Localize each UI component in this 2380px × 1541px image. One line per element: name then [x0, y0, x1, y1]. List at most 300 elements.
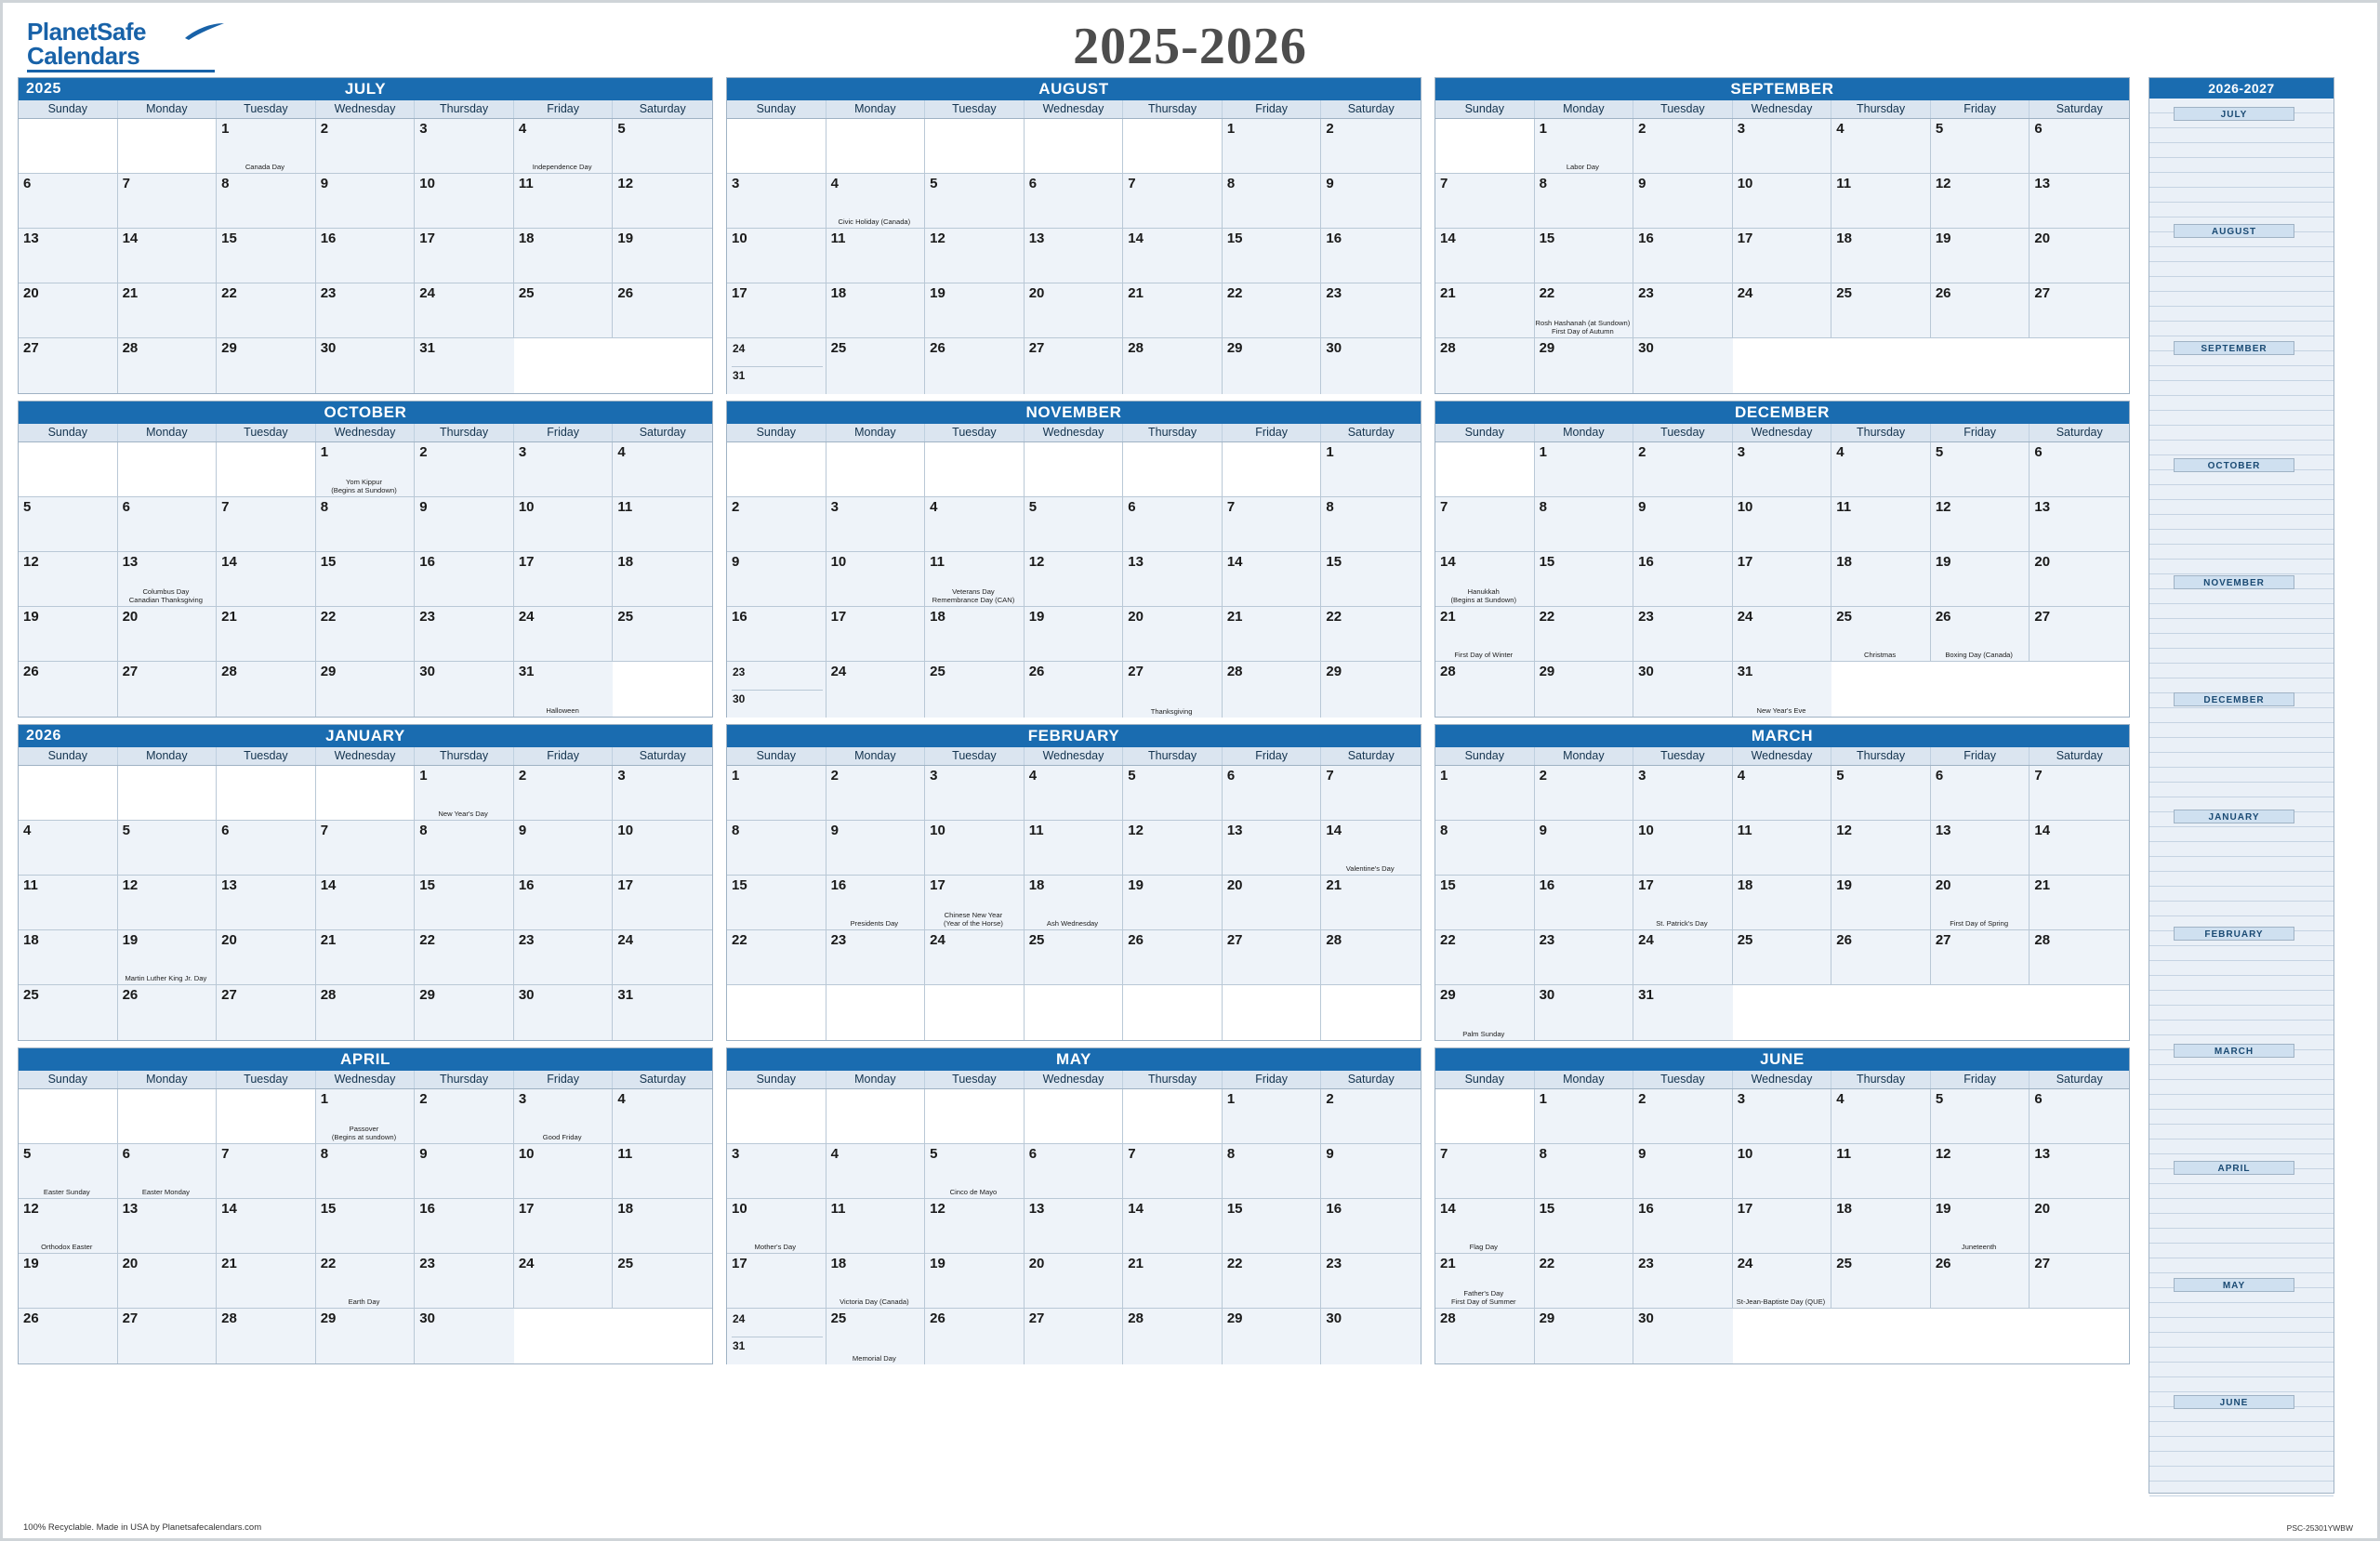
day-cell[interactable] [217, 876, 316, 929]
day-cell[interactable] [514, 229, 614, 283]
day-cell[interactable] [826, 338, 926, 394]
day-cell[interactable] [1535, 930, 1634, 984]
day-cell[interactable] [316, 662, 416, 717]
day-subcell[interactable] [732, 340, 823, 367]
day-cell[interactable] [1435, 229, 1535, 283]
day-cell[interactable] [118, 821, 218, 875]
day-cell[interactable] [1123, 338, 1223, 394]
day-cell[interactable] [613, 1199, 712, 1253]
day-cell[interactable] [1025, 174, 1124, 228]
day-cell[interactable] [1223, 821, 1322, 875]
day-cell[interactable] [118, 229, 218, 283]
side-month-january[interactable]: JANUARY [2174, 810, 2294, 823]
day-cell[interactable] [415, 229, 514, 283]
day-cell[interactable] [1831, 1254, 1931, 1308]
day-cell[interactable] [1223, 283, 1322, 337]
day-cell[interactable] [415, 1199, 514, 1253]
day-cell[interactable] [1633, 985, 1733, 1040]
day-cell[interactable] [415, 174, 514, 228]
day-cell[interactable] [925, 552, 1025, 606]
day-cell[interactable] [1535, 1089, 1634, 1143]
day-cell[interactable] [415, 821, 514, 875]
day-cell[interactable] [19, 1254, 118, 1308]
day-cell[interactable] [1633, 1199, 1733, 1253]
day-cell[interactable] [727, 1309, 826, 1364]
day-cell[interactable] [415, 930, 514, 984]
day-cell[interactable] [1733, 552, 1832, 606]
day-cell[interactable] [1633, 338, 1733, 393]
day-cell[interactable] [1733, 442, 1832, 496]
day-cell[interactable] [316, 283, 416, 337]
day-cell[interactable] [1633, 119, 1733, 173]
day-cell[interactable] [1535, 662, 1634, 717]
day-cell[interactable] [727, 1199, 826, 1253]
day-cell[interactable] [316, 985, 416, 1040]
day-cell[interactable] [925, 1309, 1025, 1364]
day-cell[interactable] [613, 1144, 712, 1198]
day-cell[interactable] [19, 229, 118, 283]
day-cell[interactable] [1831, 497, 1931, 551]
day-cell[interactable] [1123, 497, 1223, 551]
day-cell[interactable] [1025, 1309, 1124, 1364]
day-cell[interactable] [1633, 497, 1733, 551]
day-cell[interactable] [1223, 930, 1322, 984]
day-cell[interactable] [118, 876, 218, 929]
day-cell[interactable] [514, 930, 614, 984]
side-month-november[interactable]: NOVEMBER [2174, 575, 2294, 589]
day-cell[interactable] [826, 766, 926, 820]
day-cell[interactable] [1535, 229, 1634, 283]
day-cell[interactable] [1931, 497, 2030, 551]
day-cell[interactable] [1123, 662, 1223, 718]
day-cell[interactable] [1223, 1309, 1322, 1364]
day-cell[interactable] [316, 442, 416, 496]
day-cell[interactable] [1733, 1144, 1832, 1198]
day-cell[interactable] [826, 1309, 926, 1364]
day-cell[interactable] [1931, 174, 2030, 228]
day-cell[interactable] [1633, 1144, 1733, 1198]
day-cell[interactable] [925, 607, 1025, 661]
day-cell[interactable] [514, 985, 614, 1040]
day-cell[interactable] [1223, 876, 1322, 929]
day-cell[interactable] [925, 821, 1025, 875]
day-cell[interactable] [2030, 497, 2129, 551]
day-cell[interactable] [2030, 442, 2129, 496]
day-cell[interactable] [1931, 607, 2030, 661]
day-cell[interactable] [1931, 876, 2030, 929]
day-cell[interactable] [217, 1309, 316, 1363]
day-cell[interactable] [514, 497, 614, 551]
day-cell[interactable] [613, 876, 712, 929]
day-cell[interactable] [613, 985, 712, 1040]
day-cell[interactable] [826, 876, 926, 929]
day-cell[interactable] [1831, 119, 1931, 173]
day-cell[interactable] [1633, 607, 1733, 661]
day-cell[interactable] [415, 1144, 514, 1198]
day-cell[interactable] [514, 442, 614, 496]
day-cell[interactable] [1223, 174, 1322, 228]
day-cell[interactable] [727, 229, 826, 283]
day-cell[interactable] [1435, 1144, 1535, 1198]
day-cell[interactable] [118, 1254, 218, 1308]
day-cell[interactable] [613, 119, 712, 173]
day-cell[interactable] [1123, 174, 1223, 228]
day-cell[interactable] [1435, 174, 1535, 228]
day-cell[interactable] [316, 229, 416, 283]
day-cell[interactable] [2030, 930, 2129, 984]
day-cell[interactable] [826, 283, 926, 337]
day-cell[interactable] [613, 1089, 712, 1143]
day-cell[interactable] [727, 1254, 826, 1308]
day-cell[interactable] [415, 662, 514, 717]
day-cell[interactable] [1223, 119, 1322, 173]
day-cell[interactable] [1831, 1144, 1931, 1198]
day-cell[interactable] [217, 930, 316, 984]
day-cell[interactable] [217, 174, 316, 228]
day-cell[interactable] [118, 985, 218, 1040]
day-cell[interactable] [1831, 442, 1931, 496]
day-cell[interactable] [1435, 662, 1535, 717]
day-cell[interactable] [1535, 876, 1634, 929]
day-cell[interactable] [1535, 119, 1634, 173]
day-cell[interactable] [1931, 821, 2030, 875]
day-cell[interactable] [1931, 1254, 2030, 1308]
day-cell[interactable] [2030, 229, 2129, 283]
day-cell[interactable] [19, 821, 118, 875]
day-cell[interactable] [1535, 552, 1634, 606]
side-month-march[interactable]: MARCH [2174, 1044, 2294, 1058]
day-cell[interactable] [1831, 876, 1931, 929]
day-cell[interactable] [1123, 876, 1223, 929]
day-cell[interactable] [1025, 1199, 1124, 1253]
day-cell[interactable] [1223, 552, 1322, 606]
day-cell[interactable] [1535, 1309, 1634, 1363]
day-cell[interactable] [118, 283, 218, 337]
day-cell[interactable] [19, 930, 118, 984]
day-cell[interactable] [1321, 930, 1421, 984]
day-cell[interactable] [316, 876, 416, 929]
day-cell[interactable] [316, 174, 416, 228]
day-cell[interactable] [925, 338, 1025, 394]
day-cell[interactable] [1025, 283, 1124, 337]
day-cell[interactable] [1435, 1254, 1535, 1308]
day-cell[interactable] [1535, 283, 1634, 337]
day-cell[interactable] [217, 338, 316, 393]
day-cell[interactable] [415, 766, 514, 820]
day-cell[interactable] [1931, 442, 2030, 496]
day-cell[interactable] [1931, 1089, 2030, 1143]
day-cell[interactable] [826, 174, 926, 228]
day-cell[interactable] [1435, 283, 1535, 337]
day-cell[interactable] [1535, 766, 1634, 820]
day-cell[interactable] [2030, 174, 2129, 228]
day-cell[interactable] [1321, 174, 1421, 228]
day-cell[interactable] [1321, 1144, 1421, 1198]
day-cell[interactable] [613, 283, 712, 337]
day-cell[interactable] [925, 930, 1025, 984]
day-cell[interactable] [316, 607, 416, 661]
day-cell[interactable] [1831, 766, 1931, 820]
day-cell[interactable] [727, 930, 826, 984]
day-cell[interactable] [2030, 1254, 2129, 1308]
day-cell[interactable] [1223, 1254, 1322, 1308]
side-month-october[interactable]: OCTOBER [2174, 458, 2294, 472]
day-cell[interactable] [19, 497, 118, 551]
day-cell[interactable] [118, 174, 218, 228]
day-cell[interactable] [316, 1089, 416, 1143]
day-cell[interactable] [1733, 174, 1832, 228]
day-cell[interactable] [118, 1144, 218, 1198]
day-cell[interactable] [118, 607, 218, 661]
day-cell[interactable] [217, 119, 316, 173]
day-cell[interactable] [1535, 1254, 1634, 1308]
day-cell[interactable] [925, 876, 1025, 929]
day-cell[interactable] [613, 1254, 712, 1308]
day-cell[interactable] [1321, 1309, 1421, 1364]
day-cell[interactable] [925, 1144, 1025, 1198]
day-cell[interactable] [1223, 229, 1322, 283]
day-cell[interactable] [1223, 1199, 1322, 1253]
side-month-june[interactable]: JUNE [2174, 1395, 2294, 1409]
day-cell[interactable] [1733, 119, 1832, 173]
day-cell[interactable] [1321, 229, 1421, 283]
day-cell[interactable] [613, 174, 712, 228]
day-cell[interactable] [1633, 1309, 1733, 1363]
day-cell[interactable] [1025, 229, 1124, 283]
day-cell[interactable] [415, 552, 514, 606]
day-cell[interactable] [1435, 1309, 1535, 1363]
day-cell[interactable] [1535, 497, 1634, 551]
day-cell[interactable] [1123, 1199, 1223, 1253]
day-cell[interactable] [826, 552, 926, 606]
day-cell[interactable] [118, 497, 218, 551]
day-cell[interactable] [316, 338, 416, 393]
day-cell[interactable] [613, 930, 712, 984]
day-cell[interactable] [1223, 766, 1322, 820]
day-cell[interactable] [1831, 1199, 1931, 1253]
day-cell[interactable] [19, 1144, 118, 1198]
day-cell[interactable] [727, 283, 826, 337]
day-cell[interactable] [217, 1144, 316, 1198]
day-cell[interactable] [415, 497, 514, 551]
day-cell[interactable] [19, 338, 118, 393]
day-cell[interactable] [1025, 338, 1124, 394]
day-cell[interactable] [514, 821, 614, 875]
day-cell[interactable] [1321, 552, 1421, 606]
day-subcell[interactable] [732, 1311, 823, 1337]
day-cell[interactable] [1321, 119, 1421, 173]
day-cell[interactable] [1733, 930, 1832, 984]
day-cell[interactable] [1321, 607, 1421, 661]
day-cell[interactable] [1435, 1199, 1535, 1253]
day-cell[interactable] [514, 766, 614, 820]
day-cell[interactable] [514, 119, 614, 173]
day-cell[interactable] [1931, 119, 2030, 173]
side-month-may[interactable]: MAY [2174, 1278, 2294, 1292]
day-cell[interactable] [1025, 876, 1124, 929]
day-cell[interactable] [316, 821, 416, 875]
day-cell[interactable] [613, 442, 712, 496]
day-cell[interactable] [1931, 229, 2030, 283]
day-cell[interactable] [1321, 283, 1421, 337]
day-cell[interactable] [514, 607, 614, 661]
day-cell[interactable] [613, 552, 712, 606]
day-cell[interactable] [415, 1254, 514, 1308]
day-cell[interactable] [1223, 607, 1322, 661]
day-cell[interactable] [1435, 930, 1535, 984]
day-cell[interactable] [1123, 1309, 1223, 1364]
day-cell[interactable] [1025, 821, 1124, 875]
day-cell[interactable] [1223, 497, 1322, 551]
day-cell[interactable] [727, 497, 826, 551]
day-cell[interactable] [1321, 821, 1421, 875]
day-cell[interactable] [316, 1144, 416, 1198]
day-cell[interactable] [1123, 283, 1223, 337]
day-cell[interactable] [826, 930, 926, 984]
day-cell[interactable] [19, 607, 118, 661]
day-cell[interactable] [1931, 930, 2030, 984]
day-cell[interactable] [613, 766, 712, 820]
day-cell[interactable] [1633, 1254, 1733, 1308]
day-cell[interactable] [514, 662, 614, 717]
day-cell[interactable] [925, 497, 1025, 551]
day-cell[interactable] [1025, 552, 1124, 606]
day-cell[interactable] [316, 1309, 416, 1363]
day-cell[interactable] [1025, 766, 1124, 820]
day-cell[interactable] [1733, 1254, 1832, 1308]
day-cell[interactable] [1633, 876, 1733, 929]
day-cell[interactable] [217, 497, 316, 551]
day-cell[interactable] [1223, 1144, 1322, 1198]
day-cell[interactable] [316, 497, 416, 551]
day-cell[interactable] [118, 338, 218, 393]
day-cell[interactable] [1633, 552, 1733, 606]
day-cell[interactable] [514, 552, 614, 606]
day-cell[interactable] [316, 1199, 416, 1253]
day-cell[interactable] [1633, 662, 1733, 717]
day-cell[interactable] [1123, 229, 1223, 283]
day-cell[interactable] [2030, 552, 2129, 606]
day-cell[interactable] [514, 1089, 614, 1143]
day-cell[interactable] [1123, 552, 1223, 606]
day-cell[interactable] [217, 607, 316, 661]
day-cell[interactable] [826, 1199, 926, 1253]
day-cell[interactable] [1435, 766, 1535, 820]
day-cell[interactable] [826, 1254, 926, 1308]
day-cell[interactable] [2030, 1144, 2129, 1198]
day-cell[interactable] [727, 662, 826, 718]
day-cell[interactable] [1733, 497, 1832, 551]
day-cell[interactable] [1535, 174, 1634, 228]
day-cell[interactable] [1633, 1089, 1733, 1143]
day-cell[interactable] [1123, 766, 1223, 820]
day-cell[interactable] [118, 1309, 218, 1363]
day-cell[interactable] [1931, 283, 2030, 337]
day-cell[interactable] [118, 662, 218, 717]
day-cell[interactable] [1223, 662, 1322, 718]
day-cell[interactable] [727, 338, 826, 394]
day-cell[interactable] [1831, 552, 1931, 606]
day-cell[interactable] [1733, 662, 1832, 717]
day-cell[interactable] [1025, 1144, 1124, 1198]
day-cell[interactable] [1733, 821, 1832, 875]
day-cell[interactable] [415, 607, 514, 661]
day-cell[interactable] [1733, 766, 1832, 820]
day-cell[interactable] [1123, 1254, 1223, 1308]
day-subcell[interactable] [732, 1337, 823, 1364]
day-cell[interactable] [514, 1254, 614, 1308]
day-cell[interactable] [2030, 1199, 2129, 1253]
day-cell[interactable] [826, 607, 926, 661]
day-cell[interactable] [1633, 283, 1733, 337]
day-cell[interactable] [1435, 607, 1535, 661]
day-cell[interactable] [19, 1309, 118, 1363]
day-cell[interactable] [217, 283, 316, 337]
day-cell[interactable] [1831, 229, 1931, 283]
day-cell[interactable] [1831, 930, 1931, 984]
day-cell[interactable] [727, 876, 826, 929]
day-cell[interactable] [613, 607, 712, 661]
day-cell[interactable] [1123, 607, 1223, 661]
day-cell[interactable] [1633, 930, 1733, 984]
day-cell[interactable] [118, 552, 218, 606]
day-cell[interactable] [1223, 338, 1322, 394]
day-cell[interactable] [1535, 985, 1634, 1040]
day-cell[interactable] [925, 1254, 1025, 1308]
day-cell[interactable] [1435, 985, 1535, 1040]
day-cell[interactable] [1535, 607, 1634, 661]
day-cell[interactable] [1931, 766, 2030, 820]
day-cell[interactable] [316, 1254, 416, 1308]
day-cell[interactable] [415, 338, 514, 393]
day-cell[interactable] [19, 283, 118, 337]
day-cell[interactable] [19, 876, 118, 929]
day-cell[interactable] [613, 229, 712, 283]
day-cell[interactable] [727, 174, 826, 228]
day-cell[interactable] [316, 119, 416, 173]
day-cell[interactable] [514, 876, 614, 929]
day-cell[interactable] [727, 821, 826, 875]
day-cell[interactable] [727, 766, 826, 820]
day-cell[interactable] [217, 662, 316, 717]
day-cell[interactable] [1435, 497, 1535, 551]
day-cell[interactable] [514, 1144, 614, 1198]
day-cell[interactable] [1435, 552, 1535, 606]
day-cell[interactable] [1733, 1089, 1832, 1143]
day-subcell[interactable] [732, 367, 823, 394]
day-cell[interactable] [415, 283, 514, 337]
day-cell[interactable] [1223, 1089, 1322, 1143]
day-cell[interactable] [1733, 876, 1832, 929]
day-cell[interactable] [415, 442, 514, 496]
day-cell[interactable] [1535, 338, 1634, 393]
day-cell[interactable] [925, 1199, 1025, 1253]
day-cell[interactable] [415, 876, 514, 929]
day-cell[interactable] [1733, 1199, 1832, 1253]
day-cell[interactable] [1321, 662, 1421, 718]
day-cell[interactable] [826, 229, 926, 283]
day-cell[interactable] [826, 497, 926, 551]
day-cell[interactable] [1931, 552, 2030, 606]
day-cell[interactable] [1321, 442, 1421, 496]
side-month-july[interactable]: JULY [2174, 107, 2294, 121]
day-cell[interactable] [2030, 607, 2129, 661]
day-cell[interactable] [1435, 338, 1535, 393]
day-cell[interactable] [217, 1199, 316, 1253]
day-cell[interactable] [2030, 766, 2129, 820]
day-cell[interactable] [1321, 766, 1421, 820]
day-cell[interactable] [925, 766, 1025, 820]
